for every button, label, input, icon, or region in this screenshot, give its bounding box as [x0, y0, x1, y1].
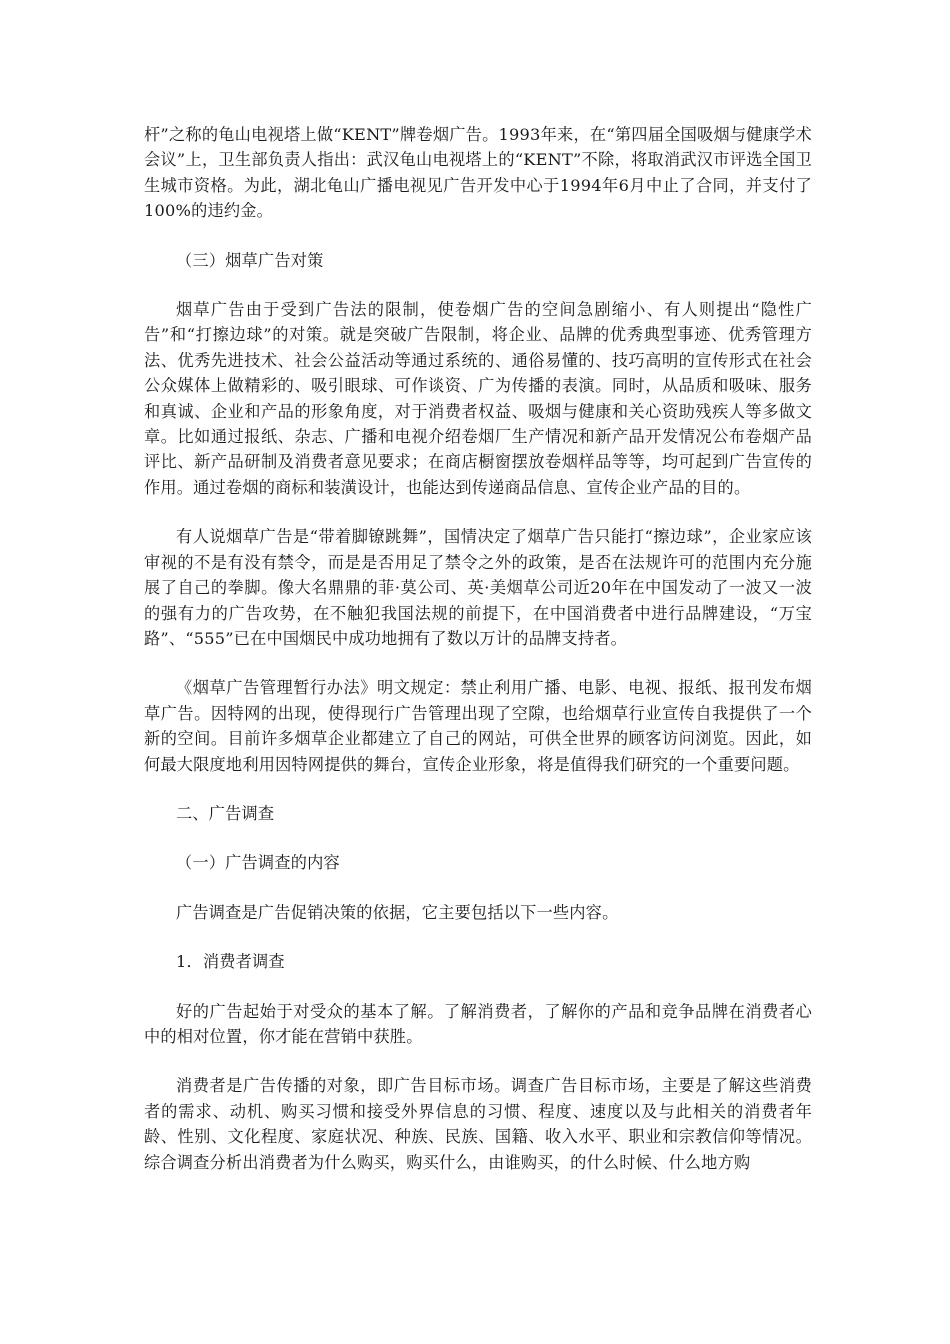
document-page: [144, 122, 812, 1199]
chapter-heading-ad-research: 二、广告调查: [176, 803, 275, 823]
body-paragraph: 消费者是广告传播的对象，即广告目标市场。调查广告目标市场，主要是了解这些消费者的需求、动机、购买习惯和接受外界信息的习惯、程度、速度以及与此相关的消费者年龄、性别、文化程度、家庭状况、种族、民族、国籍、收入水平、职业和宗教信仰等情况。综合调查分析出消费者为什么购买，购买什么，由谁购买，的什么时候、什么地方购: [144, 1076, 812, 1172]
section-heading-tobacco-ad-strategy: （三）烟草广告对策: [176, 250, 324, 270]
body-paragraph: 好的广告起始于对受众的基本了解。了解消费者，了解你的产品和竞争品牌在消费者心中的相对位置，你才能在营销中获胜。: [144, 1001, 812, 1046]
subsection-heading-consumer-research: 1．消费者调查: [176, 952, 285, 972]
body-paragraph: 烟草广告由于受到广告法的限制，使卷烟广告的空间急剧缩小、有人则提出“隐性广告”和“打擦边球”的对策。就是突破广告限制，将企业、品牌的优秀典型事迹、优秀管理方法、优秀先进技术、社会公益活动等通过系统的、通俗易懂的、技巧高明的宣传形式在社会公众媒体上做精彩的、吸引眼球、可作谈资、广为传播的表演。同时，从品质和吸味、服务和真诚、企业和产品的形象角度，对于消费者权益、吸烟与健康和关心资助残疾人等多做文章。比如通过报纸、杂志、广播和电视介绍卷烟厂生产情况和新产品开发情况公布卷烟产品评比、新产品研制及消费者意见要求；在商店橱窗摆放卷烟样品等等，均可起到广告宣传的作用。通过卷烟的商标和装潢设计，也能达到传递商品信息、宣传企业产品的目的。: [144, 300, 812, 497]
body-paragraph: 杆”之称的龟山电视塔上做“KENT”牌卷烟广告。1993年来，在“第四届全国吸烟与健康学术会议”上，卫生部负责人指出：武汉龟山电视塔上的“KENT”不除，将取消武汉市评选全国卫生城市资格。为此，湖北龟山广播电视见广告开发中心于1994年6月中止了合同，并支付了100%的违约金。: [144, 125, 812, 221]
body-paragraph: 有人说烟草广告是“带着脚镣跳舞”，国情决定了烟草广告只能打“擦边球”，企业家应该审视的不是有没有禁令，而是是否用足了禁令之外的政策，是否在法规许可的范围内充分施展了自己的拳脚。像大名鼎鼎的菲·莫公司、英·美烟草公司近20年在中国发动了一波又一波的强有力的广告攻势，在不触犯我国法规的前提下，在中国消费者中进行品牌建设，“万宝路”、“555”已在中国烟民中成功地拥有了数以万计的品牌支持者。: [144, 527, 812, 648]
section-heading-research-content: （一）广告调查的内容: [176, 853, 340, 873]
body-paragraph: 《烟草广告管理暂行办法》明文规定：禁止利用广播、电影、电视、报纸、报刊发布烟草广告。因特网的出现，使得现行广告管理出现了空隙，也给烟草行业宣传自我提供了一个新的空间。目前许多烟草企业都建立了自己的网站，可供全世界的顾客访问浏览。因此，如何最大限度地利用因特网提供的舞台，宣传企业形象，将是值得我们研究的一个重要问题。: [144, 678, 812, 774]
body-paragraph: 广告调查是广告促销决策的依据，它主要包括以下一些内容。: [176, 902, 619, 922]
